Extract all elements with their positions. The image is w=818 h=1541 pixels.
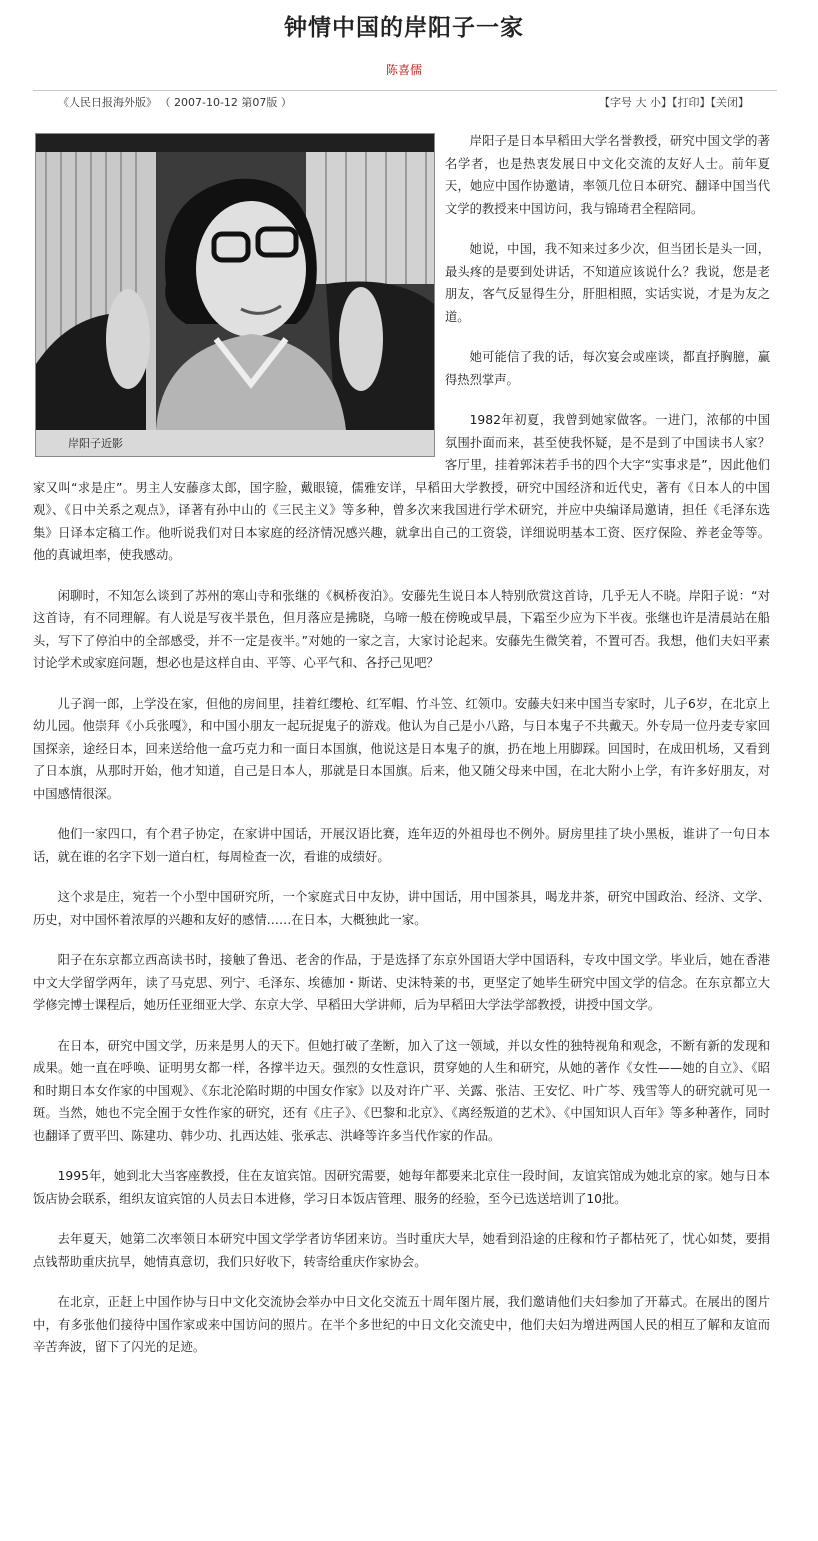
bracket-close: 】 [661, 96, 672, 109]
paragraph: 他们一家四口，有个君子协定，在家讲中国话，开展汉语比赛，连年迈的外祖母也不例外。厨房里挂了块小黑板，谁讲了一句日本话，就在谁的名字下划一道白杠，每周检查一次，看谁的成绩好。 [33, 827, 770, 864]
font-large-button[interactable]: 大 [635, 96, 647, 109]
source-name: 《人民日报海外版》 [58, 96, 157, 109]
article-tools [599, 91, 749, 115]
article-author: 陈喜儒 [385, 63, 422, 77]
publish-date: （ 2007-10-12 第07版 ） [165, 96, 292, 109]
article-body [33, 130, 770, 1377]
paragraph: 岸阳子是日本早稻田大学名誉教授，研究中国文学的著名学者，也是热衷发展日中文化交流的友好人士。前年夏天，她应中国作协邀请，率领几位日本研究、翻译中国当代文学的教授来中国访问，我与锦琦君全程陪同。 [445, 134, 770, 216]
bracket-open: 【 [599, 96, 610, 109]
paragraph: 去年夏天，她第二次率领日本研究中国文学学者访华团来访。当时重庆大旱，她看到沿途的庄稼和竹子都枯死了，忧心如焚，要捐点钱帮助重庆抗旱，她情真意切，我们只好收下，转寄给重庆作家协会。 [33, 1232, 770, 1269]
paragraph: 这个求是庄，宛若一个小型中国研究所，一个家庭式日中友协，讲中国话，用中国茶具，喝龙井茶，研究中国政治、经济、文学、历史，对中国怀着浓厚的兴趣和友好的感情……在日本，大概独此一家。 [33, 890, 770, 927]
source-info [58, 91, 292, 115]
close-button[interactable]: 【关闭】 [710, 96, 749, 109]
photo-spacer [33, 130, 435, 468]
paragraph: 在日本，研究中国文学，历来是男人的天下。但她打破了垄断，加入了这一领域，并以女性的独特视角和观念，不断有新的发现和成果。她一直在呼唤、证明男女都一样，各撑半边天。强烈的女性意识，贯穿她的人生和研究，从她的著作《女性——她的自立》、《昭和时期日本女作家的中国观》、《东北沦陷时期的中国女作家》以及对许广平、关露、张洁、王安忆、叶广芩、残雪等人的研究就可见一斑。当然，她也不完全囿于女性作家的研究，还有《庄子》、《巴黎和北京》、《离经叛道的艺术》、《中国知识人百年》等多种著作，同时也翻译了贾平凹、陈建功、韩少功、扎西达娃、张承志、洪峰等许多当代作家的作品。 [33, 1038, 770, 1143]
article-title: 钟情中国的岸阳子一家 [284, 15, 524, 41]
paragraph: 1995年，她到北大当客座教授，住在友谊宾馆。因研究需要，她每年都要来北京住一段时间，友谊宾馆成为她北京的家。她与日本饭店协会联系，组织友谊宾馆的人员去日本进修，学习日本饭店管理、服务的经验，至今已选送培训了10批。 [33, 1169, 770, 1206]
font-size-label: 字号 [610, 96, 632, 109]
paragraph: 1982年初夏，我曾到她家做客。一进门，浓郁的中国氛围扑面而来，甚至使我怀疑，是不是到了中国读书人家？客厅里，挂着郭沫若手书的四个大字“实事求是”，因此他们家又叫“求是庄”。男主人安藤彦太郎，国字脸，戴眼镜，儒雅安详，早稻田大学教授，研究中国经济和近代史，著有《日本人的中国观》、《日中关系之观点》，译著有孙中山的《三民主义》等多种，曾多次来我国进行学术研究，并应中央编译局邀请，担任《毛泽东选集》日译本定稿工作。他听说我们对日本家庭的经济情况感兴趣，就拿出自己的工资袋，详细说明基本工资、医疗保险、养老金等等。他的真诚坦率，使我感动。 [33, 413, 770, 562]
photo-caption: 岸阳子近影 [68, 437, 123, 450]
paragraph: 她说，中国，我不知来过多少次，但当团长是头一回，最头疼的是要到处讲话，不知道应该说什么？我说，您是老朋友，客气反显得生分，肝胆相照，实话实说，才是为友之道。 [445, 242, 770, 324]
paragraph: 她可能信了我的话，每次宴会或座谈，都直抒胸臆，赢得热烈掌声。 [445, 350, 770, 387]
meta-bar [33, 90, 777, 115]
font-small-button[interactable]: 小 [650, 96, 661, 109]
paragraph: 在北京，正赶上中国作协与日中文化交流协会举办中日文化交流五十周年图片展，我们邀请他们夫妇参加了开幕式。在展出的图片中，有多张他们接待中国作家或来中国访问的照片。在半个多世纪的中日文化交流史中，他们夫妇为增进两国人民的相互了解和友谊而辛苦奔波，留下了闪光的足迹。 [33, 1295, 770, 1354]
paragraph: 闲聊时，不知怎么谈到了苏州的寒山寺和张继的《枫桥夜泊》。安藤先生说日本人特别欣赏这首诗，几乎无人不晓。岸阳子说：“对这首诗，有不同理解。有人说是写夜半景色，但月落应是拂晓，乌啼一般在傍晚或早晨，下霜至少应为下半夜。张继也许是清晨站在船头，写下了停泊中的全部感受，并不一定是夜半。”对她的一家之言，大家讨论起来。安藤先生微笑着，不置可否。我想，他们夫妇平素讨论学术或家庭问题，想必也是这样自由、平等、心平气和、各抒己见吧？ [33, 588, 770, 670]
print-button[interactable]: 【打印】 [672, 96, 711, 109]
paragraph: 儿子润一郎，上学没在家，但他的房间里，挂着红缨枪、红军帽、竹斗笠、红领巾。安藤夫妇来中国当专家时，儿子6岁，在北京上幼儿园。他崇拜《小兵张嘎》，和中国小朋友一起玩捉鬼子的游戏。他认为自己是小八路，与日本鬼子不共戴天。外专局一位丹麦专家回国探亲，途经日本，回来送给他一盒巧克力和一面日本国旗，他说这是日本鬼子的旗，扔在地上用脚踩。回国时，在成田机场，又看到了日本旗，从那时开始，他才知道，自己是日本人，那就是日本国旗。后来，他又随父母来中国，在北大附小上学，有许多好朋友，对中国感情很深。 [33, 696, 770, 801]
paragraph: 阳子在东京都立西高读书时，接触了鲁迅、老舍的作品，于是选择了东京外国语大学中国语科，专攻中国文学。毕业后，她在香港中文大学留学两年，读了马克思、列宁、毛泽东、埃德加・斯诺、史沫特莱的书，更坚定了她毕生研究中国文学的信念。在东京都立大学修完博士课程后，她历任亚细亚大学、东京大学、早稻田大学讲师，后为早稻田大学法学部教授，讲授中国文学。 [33, 953, 770, 1012]
